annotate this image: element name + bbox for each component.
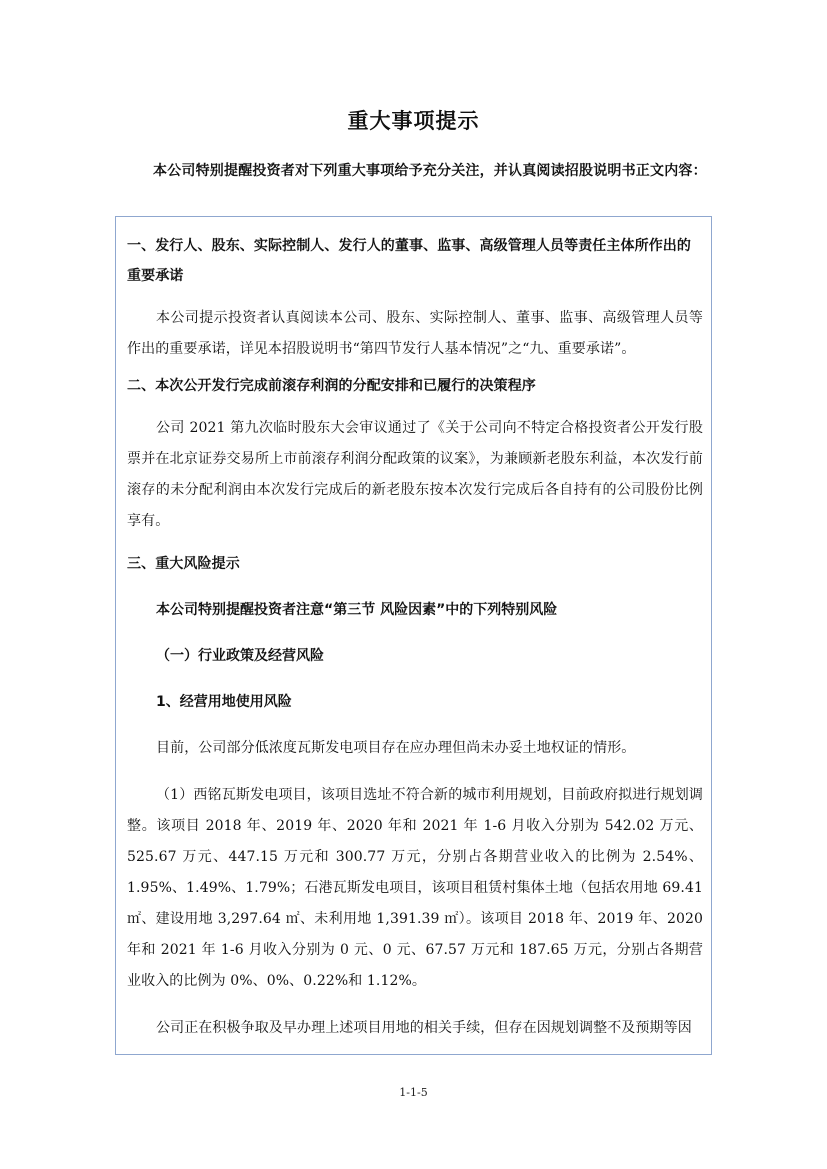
- land-risk-paragraph-1: 目前，公司部分低浓度瓦斯发电项目存在应办理但尚未办妥土地权证的情形。: [156, 740, 636, 756]
- section-2-heading: 二、本次公开发行完成前滚存利润的分配安排和已履行的决策程序: [127, 378, 536, 394]
- land-risk-paragraph-3: 公司正在积极争取及早办理上述项目用地的相关手续，但存在因规划调整不及预期等因: [156, 1020, 692, 1036]
- page-title: 重大事项提示: [347, 109, 480, 133]
- section-1-heading: 一、发行人、股东、实际控制人、发行人的董事、监事、高级管理人员等责任主体所作出的重要承诺: [127, 238, 691, 284]
- risk-notice-line: 本公司特别提醒投资者注意“第三节 风险因素”中的下列特别风险: [156, 602, 558, 618]
- section-3-heading: 三、重大风险提示: [127, 556, 240, 572]
- intro-paragraph: 本公司特别提醒投资者对下列重大事项给予充分关注，并认真阅读招股说明书正文内容：: [153, 163, 707, 179]
- section-2-paragraph: 公司 2021 第九次临时股东大会审议通过了《关于公司向不特定合格投资者公开发行股票并在北京证券交易所上市前滚存利润分配政策的议案》，为兼顾新老股东利益，本次发行前滚存的未分配利润由本次发行完成后的新老股东按本次发行完成后各自持有的公司股份比例享有。: [127, 420, 703, 529]
- section-1-paragraph: 本公司提示投资者认真阅读本公司、股东、实际控制人、董事、监事、高级管理人员等作出的重要承诺，详见本招股说明书“第四节发行人基本情况”之“九、重要承诺”。: [127, 310, 703, 357]
- page-number: 1-1-5: [399, 1086, 428, 1099]
- land-risk-paragraph-2: （1）西铭瓦斯发电项目，该项目选址不符合新的城市利用规划，目前政府拟进行规划调整。该项目 2018 年、2019 年、2020 年和 2021 年 1-6 月收入分别为 542.02 万元、525.67 万元、447.15 万元和 300.77 万元，分别占各期营业收入的比例为 2.54%、1.95%、1.49%、1.79%；石港瓦斯发电项目，该项目租赁村集体土地（包括农用地 69.41 ㎡、建设用地 3,297.64 ㎡、未利用地 1,391.39 ㎡）。该项目 2018 年、2019 年、2020 年和 2021 年 1-6 月收入分别为 0 元、0 元、67.57 万元和 187.65 万元，分别占各期营业收入的比例为 0%、0%、0.22%和 1.12%。: [127, 787, 703, 989]
- important-notice-box: [115, 216, 712, 1055]
- notice-content: [116, 217, 711, 1044]
- subsection-heading-2: 1、经营用地使用风险: [156, 694, 292, 710]
- subsection-heading-1: （一）行业政策及经营风险: [156, 648, 324, 664]
